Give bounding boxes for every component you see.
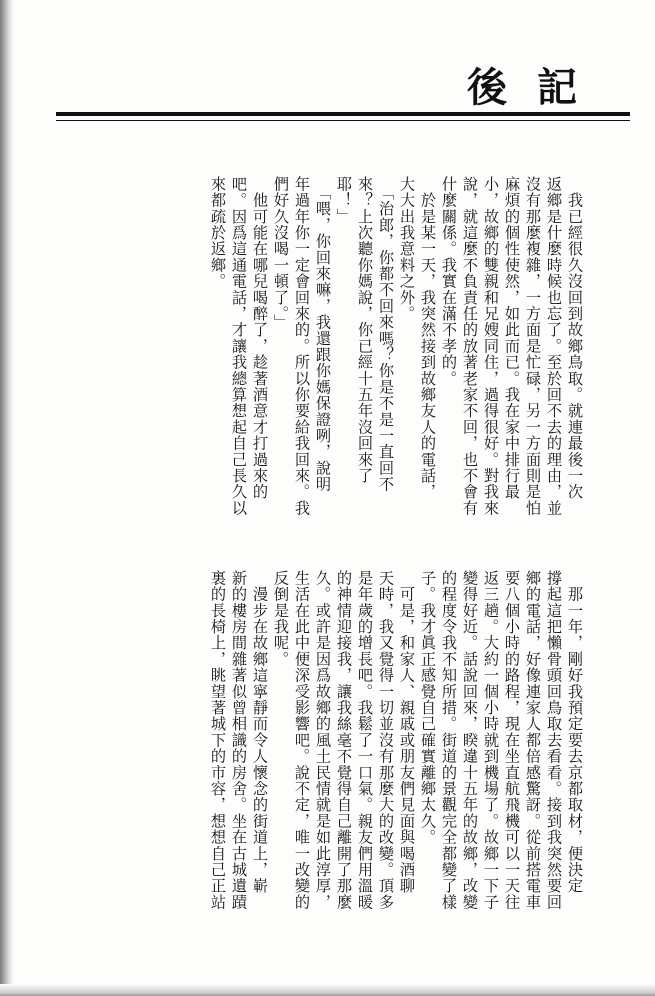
text-line: 麻煩的個性使然，如此而已。我在家中排行最 [503, 176, 521, 500]
text-line: 我已經很久沒回到故鄉鳥取。就連最後一次 [566, 176, 584, 500]
text-line: 大大出我意料之外。 [398, 176, 416, 322]
text-line: 生活在此中便深受影響吧。說不定，唯一改變的 [293, 570, 311, 911]
title-rule-thin [56, 120, 630, 121]
text-line: 返鄉是什麼時候也忘了。至於回不去的理由，並 [545, 176, 563, 516]
text-line: 鄉的電話，好像連家人都倍感驚訝。從前搭電車 [524, 570, 542, 911]
text-line: 要八個小時的路程，現在坐直航飛機可以一天往 [503, 570, 521, 911]
text-line: 是年歲的增長吧。我鬆了一口氣。親友們用溫暖 [356, 570, 374, 911]
text-line: 們好久沒喝一頓了。」 [272, 176, 290, 331]
text-line: 耶！」 [335, 176, 353, 225]
text-line: 反倒是我呢。 [272, 570, 290, 668]
text-line: 久。或許是因爲故鄉的風土民情就是如此淳厚， [314, 570, 332, 911]
text-line: 新的樓房間雜著似曾相識的房舍。坐在古城遺蹟 [230, 570, 248, 911]
text-line: 變得好近。話說回來，睽違十五年的故鄉，改變 [461, 570, 479, 911]
text-section-top [207, 176, 585, 516]
text-line: 沒有那麼複雜，一方面是忙碌，另一方面則是怕 [524, 176, 542, 516]
text-line: 說，就這麼不負責任的放著老家不回，也不會有 [461, 176, 479, 516]
text-line: 小，故鄉的雙親和兄嫂同住，過得很好。對我來 [482, 176, 500, 516]
text-line: 可是，和家人、親戚或朋友們見面與喝酒聊 [398, 570, 416, 894]
text-section-bottom [207, 570, 585, 965]
text-line: 來？上次聽你媽說，你已經十五年沒回來了 [356, 176, 374, 484]
page-spine-shadow [0, 0, 14, 996]
text-line: 的神情迎接我，讓我絲毫不覺得自己離開了那麼 [335, 570, 353, 911]
text-line: 他可能在哪兒喝醉了，趁著酒意才打過來的 [251, 176, 269, 500]
text-line: 的程度令我不知所措。街道的景觀完全都變了樣 [440, 570, 458, 911]
text-line: 子。我才眞正感覺自己確實離鄉太久。 [419, 570, 437, 846]
text-line: 天時，我又覺得一切並沒有那麼大的改變。頂多 [377, 570, 395, 911]
text-line: 撐起這把懶骨頭回鳥取去看看。接到我突然要回 [545, 570, 563, 911]
text-line: 吧。因爲這通電話，才讓我總算想起自己長久以 [230, 176, 248, 516]
title-rule-thick [56, 112, 630, 116]
text-line: 返三趟。大約一個小時就到機場了。故鄉一下子 [482, 570, 500, 911]
page-bottom-edge [0, 984, 655, 996]
text-line: 「喂，你回來嘛，我還跟你媽保證咧，說明 [314, 176, 332, 493]
text-line: 什麼關係。我實在滿不孝的。 [440, 176, 458, 387]
text-line: 那一年，剛好我預定要去京都取材，便決定 [566, 570, 584, 894]
text-line: 年過年你一定會回來的。所以你要給我回來。我 [293, 176, 311, 516]
text-line: 裏的長椅上，眺望著城下的市容，想想自己正站 [209, 570, 227, 911]
text-line: 漫步在故鄉這寧靜而令人懷念的街道上，嶄 [251, 570, 269, 894]
page-title: 後記 [467, 64, 607, 111]
text-line: 「治郎，你都不回來嗎？你是不是一直回不 [377, 176, 395, 493]
text-line: 來都疏於返鄉。 [209, 176, 227, 290]
text-line: 於是某一天，我突然接到故鄉友人的電話， [419, 176, 437, 500]
